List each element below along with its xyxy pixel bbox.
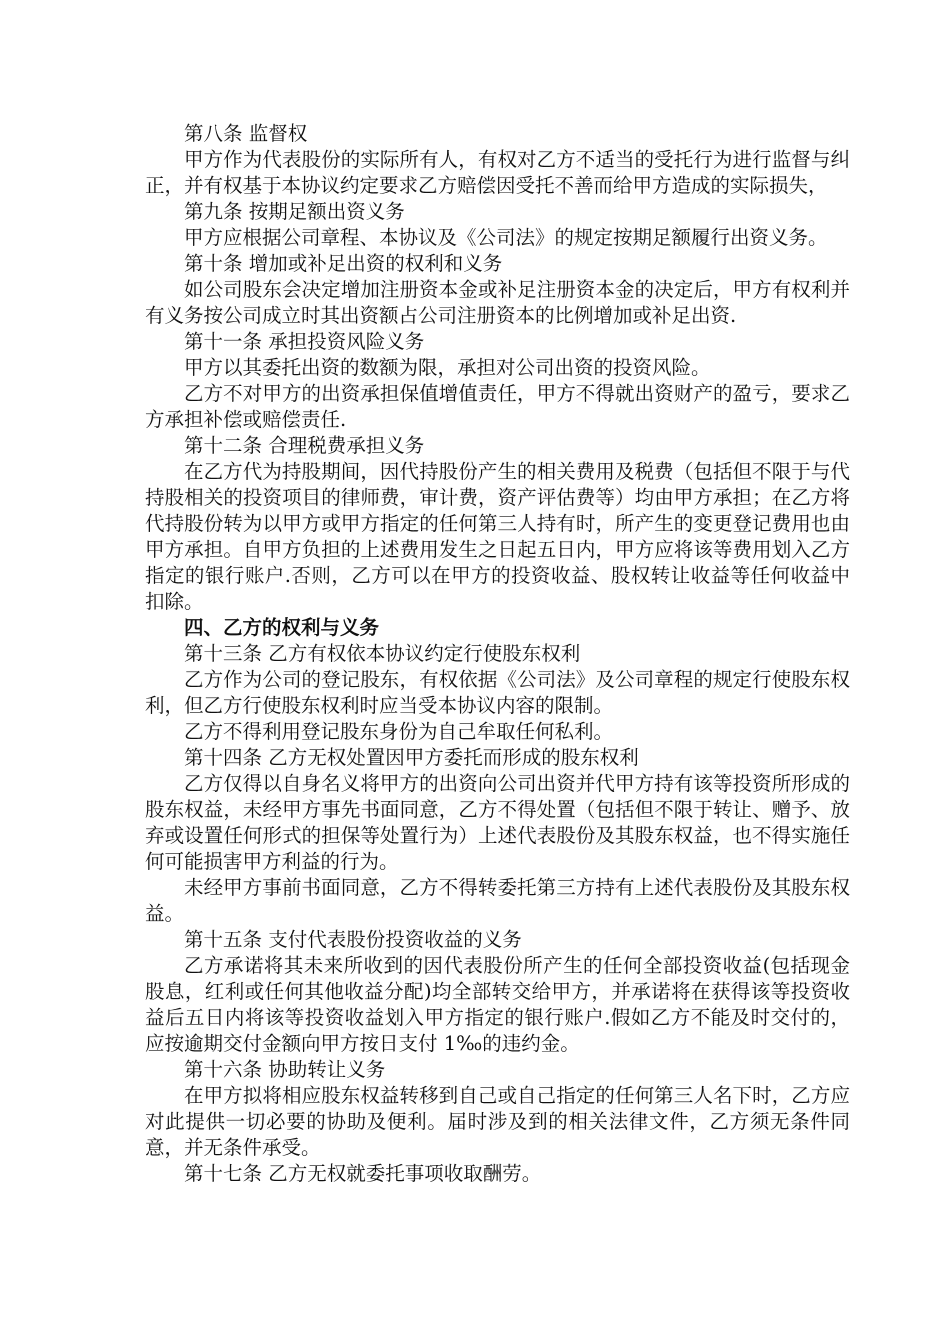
article-17-title: 第十七条 乙方无权就委托事项收取酬劳。: [184, 1162, 542, 1185]
article-12-body: 在乙方代为持股期间，因代持股份产生的相关费用及税费（包括但不限于与代持股相关的投资项目的律师费，审计费，资产评估费等）均由甲方承担；在乙方将代持股份转为以甲方或甲方指定的任何第三人持有时，所产生的变更登记费用也由甲方承担。自甲方负担的上述费用发生之日起五日内，甲方应将该等费用划入乙方指定的银行账户.否则，乙方可以在甲方的投资收益、股权转让收益等任何收益中扣除。: [145, 460, 850, 613]
article-12-title: 第十二条 合理税费承担义务: [184, 434, 425, 457]
article-8-title: 第八条 监督权: [184, 122, 308, 145]
article-14-body-1: 乙方仅得以自身名义将甲方的出资向公司出资并代甲方持有该等投资所形成的股东权益，未经甲方事先书面同意，乙方不得处置（包括但不限于转让、赠予、放弃或设置任何形式的担保等处置行为）上述代表股份及其股东权益，也不得实施任何可能损害甲方利益的行为。: [145, 772, 850, 873]
document-page: [145, 121, 850, 1187]
article-14-body-2: 未经甲方事前书面同意，乙方不得转委托第三方持有上述代表股份及其股东权益。: [145, 876, 850, 925]
article-13-title: 第十三条 乙方有权依本协议约定行使股东权利: [184, 642, 581, 665]
article-8-body: 甲方作为代表股份的实际所有人，有权对乙方不适当的受托行为进行监督与纠正，并有权基于本协议约定要求乙方赔偿因受托不善而给甲方造成的实际损失，: [145, 148, 850, 197]
article-16-title: 第十六条 协助转让义务: [184, 1058, 386, 1081]
article-13-body-2: 乙方不得利用登记股东身份为自己牟取任何私利。: [184, 720, 614, 743]
article-16-body: 在甲方拟将相应股东权益转移到自己或自己指定的任何第三人名下时，乙方应对此提供一切必要的协助及便利。届时涉及到的相关法律文件，乙方须无条件同意，并无条件承受。: [145, 1084, 850, 1159]
article-13-body-1: 乙方作为公司的登记股东，有权依据《公司法》及公司章程的规定行使股东权利，但乙方行使股东权利时应当受本协议内容的限制。: [145, 668, 850, 717]
article-11-body-1: 甲方以其委托出资的数额为限，承担对公司出资的投资风险。: [184, 356, 711, 379]
article-9-title: 第九条 按期足额出资义务: [184, 200, 405, 223]
article-14-title: 第十四条 乙方无权处置因甲方委托而形成的股东权利: [184, 746, 639, 769]
section-4-heading: 四、乙方的权利与义务: [184, 616, 380, 639]
article-11-title: 第十一条 承担投资风险义务: [184, 330, 425, 353]
article-11-body-2: 乙方不对甲方的出资承担保值增值责任，甲方不得就出资财产的盈亏，要求乙方承担补偿或赔偿责任.: [145, 382, 850, 431]
article-15-body: 乙方承诺将其未来所收到的因代表股份所产生的任何全部投资收益(包括现金股息，红利或任何其他收益分配)均全部转交给甲方，并承诺将在获得该等投资收益后五日内将该等投资收益划入甲方指定的银行账户.假如乙方不能及时交付的，应按逾期交付金额向甲方按日支付 1‰的违约金。: [145, 954, 850, 1055]
article-9-body: 甲方应根据公司章程、本协议及《公司法》的规定按期足额履行出资义务。: [184, 226, 828, 249]
article-10-body: 如公司股东会决定增加注册资本金或补足注册资本金的决定后，甲方有权利并有义务按公司成立时其出资额占公司注册资本的比例增加或补足出资.: [145, 278, 850, 327]
article-10-title: 第十条 增加或补足出资的权利和义务: [184, 252, 503, 275]
article-15-title: 第十五条 支付代表股份投资收益的义务: [184, 928, 522, 951]
